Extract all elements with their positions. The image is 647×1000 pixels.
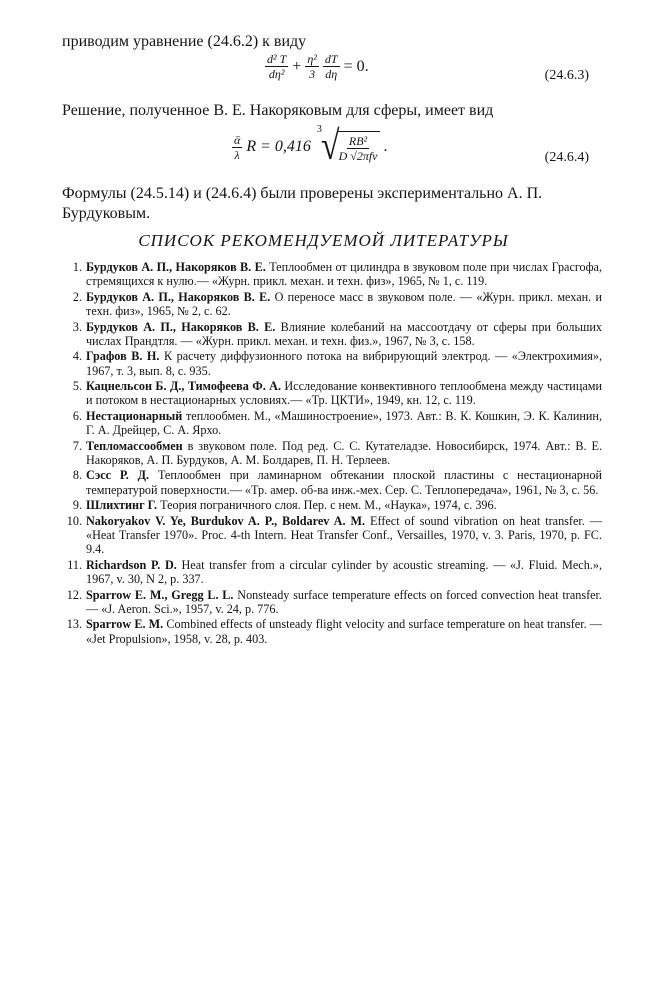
- reference-authors: Шлихтинг Г.: [86, 498, 158, 513]
- reference-body: [86, 468, 602, 497]
- reference-text: Heat transfer from a circular cylinder by acoustic streaming. — «J. Fluid. Mech.», 1967, v. 30, N 2, p. 337.: [86, 557, 602, 587]
- bibliography-heading: СПИСОК РЕКОМЕНДУЕМОЙ ЛИТЕРАТУРЫ: [138, 231, 509, 250]
- reference-text: Nonsteady surface temperature effects on forced convection heat transfer. — «J. Aeron. Sci.», 1957, v. 24, p. 776.: [86, 587, 602, 616]
- reference-item: [62, 379, 602, 408]
- reference-authors: Графов В. Н.: [86, 349, 160, 364]
- equation-period: .: [383, 138, 388, 155]
- reference-body: [86, 439, 602, 468]
- fraction-numerator: dT: [324, 52, 338, 66]
- reference-body: [86, 260, 602, 289]
- reference-number: 4.: [72, 349, 82, 364]
- reference-text: Влияние колебаний на массоотдачу от сферы при больших числах Прандтля. — «Журн. прикл. механ. и техн. физ.», 1967, № 3, с. 158.: [86, 319, 603, 348]
- reference-body: [86, 498, 602, 512]
- alpha-over-lambda-fraction: [232, 133, 242, 162]
- reference-text: теплообмен. М., «Машиностроение», 1973. Авт.: В. К. Кошкин, Э. К. Калинин, Г. А. Дрейцер, С. А. Ярхо.: [86, 408, 603, 438]
- reference-authors: Бурдуков А. П., Накоряков В. Е.: [86, 260, 266, 274]
- reference-number: 2.: [72, 289, 82, 304]
- first-derivative-fraction: [323, 52, 340, 81]
- reference-item: [62, 588, 602, 617]
- reference-number: 11.: [67, 557, 82, 572]
- reference-body: [86, 514, 602, 557]
- reference-authors: Бурдуков А. П., Накоряков В. Е.: [86, 319, 276, 334]
- reference-item: [62, 260, 602, 289]
- reference-text: Теплообмен от цилиндра в звуковом поле при числах Грасгофа, стремящихся к нулю.— «Журн. прикл. механ. и техн. физ», 1965, № 1, с. 119.: [86, 260, 603, 289]
- verification-paragraph: Формулы (24.5.14) и (24.6.4) были проверены экспериментально А. П. Бурдуковым.: [62, 185, 543, 222]
- reference-authors: Тепломассообмен: [86, 438, 183, 453]
- reference-number: 12.: [66, 587, 82, 602]
- fraction-denominator: 3: [309, 67, 316, 81]
- reference-item: [62, 514, 602, 557]
- reference-text: К расчету диффузионного потока на вибрирующий электрод. — «Электрохимия», 1967, т. 3, вып. 8, с. 935.: [86, 349, 602, 378]
- reference-item: [62, 290, 602, 319]
- reference-authors: Нестационарный: [86, 408, 183, 423]
- reference-text: Effect of sound vibration on heat transfer. — «Heat Transfer 1970». Proc. 4-th Intern. Heat Transfer Conf., Versailles, 1970, v. 3. Paris, 1970, p. FC. 9.4.: [86, 513, 602, 557]
- reference-body: [86, 558, 602, 587]
- reference-body: [86, 349, 602, 378]
- reference-number: 1.: [72, 260, 82, 274]
- equation-lhs-r: R = 0,416: [246, 138, 311, 155]
- reference-number: 6.: [72, 408, 82, 423]
- fraction-numerator: RB²: [348, 134, 368, 148]
- reference-body: [86, 588, 602, 617]
- eta-squared-fraction: [305, 52, 319, 81]
- fraction-numerator: d² T: [267, 52, 287, 66]
- reference-authors: Sparrow E. M., Gregg L. L.: [86, 587, 234, 602]
- reference-list: [62, 260, 602, 647]
- reference-body: [86, 409, 602, 438]
- equation-24-6-4: [232, 124, 388, 169]
- reference-body: [86, 290, 602, 319]
- reference-authors: Сэсс Р. Д.: [86, 468, 150, 483]
- reference-item: [62, 468, 602, 497]
- reference-item: [62, 617, 602, 646]
- reference-text: Теория пограничного слоя. Пер. с нем. М., «Наука», 1974, с. 396.: [160, 498, 497, 513]
- intro-paragraph: приводим уравнение (24.6.2) к виду: [62, 33, 307, 50]
- reference-text: в звуковом поле. Под ред. С. С. Кутателадзе. Новосибирск, 1974. Авт.: В. Е. Накоряков, А. П. Бурдуков, А. М. Болдарев, П. Н. Терлеев.: [86, 438, 602, 467]
- reference-body: [86, 379, 602, 408]
- reference-item: [62, 558, 602, 587]
- reference-text: О переносе масс в звуковом поле. — «Журн. прикл. механ. и техн. физ», 1965, № 2, с. 62.: [86, 289, 603, 319]
- reference-authors: Кацнельсон Б. Д., Тимофеева Ф. А.: [86, 379, 282, 394]
- radicand: [337, 131, 380, 163]
- reference-item: [62, 409, 602, 438]
- reference-number: 7.: [72, 438, 82, 453]
- reference-authors: Sparrow E. M.: [86, 617, 164, 632]
- root-index: 3: [316, 124, 322, 135]
- reference-authors: Richardson P. D.: [86, 557, 177, 572]
- equation-rhs: = 0.: [343, 57, 369, 75]
- reference-number: 10.: [66, 513, 82, 528]
- reference-number: 13.: [66, 617, 82, 632]
- reference-body: [86, 617, 602, 646]
- reference-item: [62, 320, 602, 349]
- solution-paragraph: Решение, полученное В. Е. Накоряковым для сферы, имеет вид: [62, 102, 494, 119]
- equation-number: (24.6.3): [544, 68, 589, 83]
- reference-body: [86, 320, 602, 349]
- fraction-denominator: D √2πfν: [338, 149, 378, 163]
- reference-item: [62, 498, 602, 512]
- reference-item: [62, 349, 602, 378]
- fraction-denominator: λ: [234, 147, 240, 162]
- fraction-numerator: η²: [307, 52, 317, 66]
- reference-text: Combined effects of unsteady flight velocity and surface temperature on heat transfer. — «Jet Propulsion», 1958, v. 28, p. 403.: [86, 617, 602, 646]
- reference-number: 3.: [72, 319, 82, 334]
- radicand-fraction: [337, 134, 380, 163]
- plus-sign: +: [292, 57, 302, 75]
- equation-number: (24.6.4): [544, 150, 589, 165]
- fraction-numerator: ᾱ: [234, 132, 241, 147]
- fraction-denominator: dη: [325, 67, 338, 81]
- reference-authors: Nakoryakov V. Ye, Burdukov A. P., Boldarev A. M.: [86, 513, 366, 528]
- reference-authors: Бурдуков А. П., Накоряков В. Е.: [86, 289, 271, 304]
- radical-sign: √: [320, 124, 340, 169]
- second-derivative-fraction: [265, 52, 288, 81]
- reference-text: Теплообмен при ламинарном обтекании плоской пластины с нестационарной температурой поверхности.— «Тр. амер. об-ва инж.-мех. Сер. С. Теплопередача», 1961, № 3, с. 56.: [86, 468, 603, 497]
- reference-number: 5.: [72, 379, 82, 394]
- equation-24-6-3: [265, 52, 369, 81]
- cube-root: [315, 124, 380, 169]
- reference-item: [62, 439, 602, 468]
- reference-text: Исследование конвективного теплообмена между частицами и потоком в нестационарных условиях.— «Тр. ЦКТИ», 1949, кн. 12, с. 119.: [86, 379, 602, 408]
- fraction-denominator: dη²: [268, 67, 285, 81]
- reference-number: 8.: [72, 468, 82, 483]
- reference-number: 9.: [72, 498, 82, 513]
